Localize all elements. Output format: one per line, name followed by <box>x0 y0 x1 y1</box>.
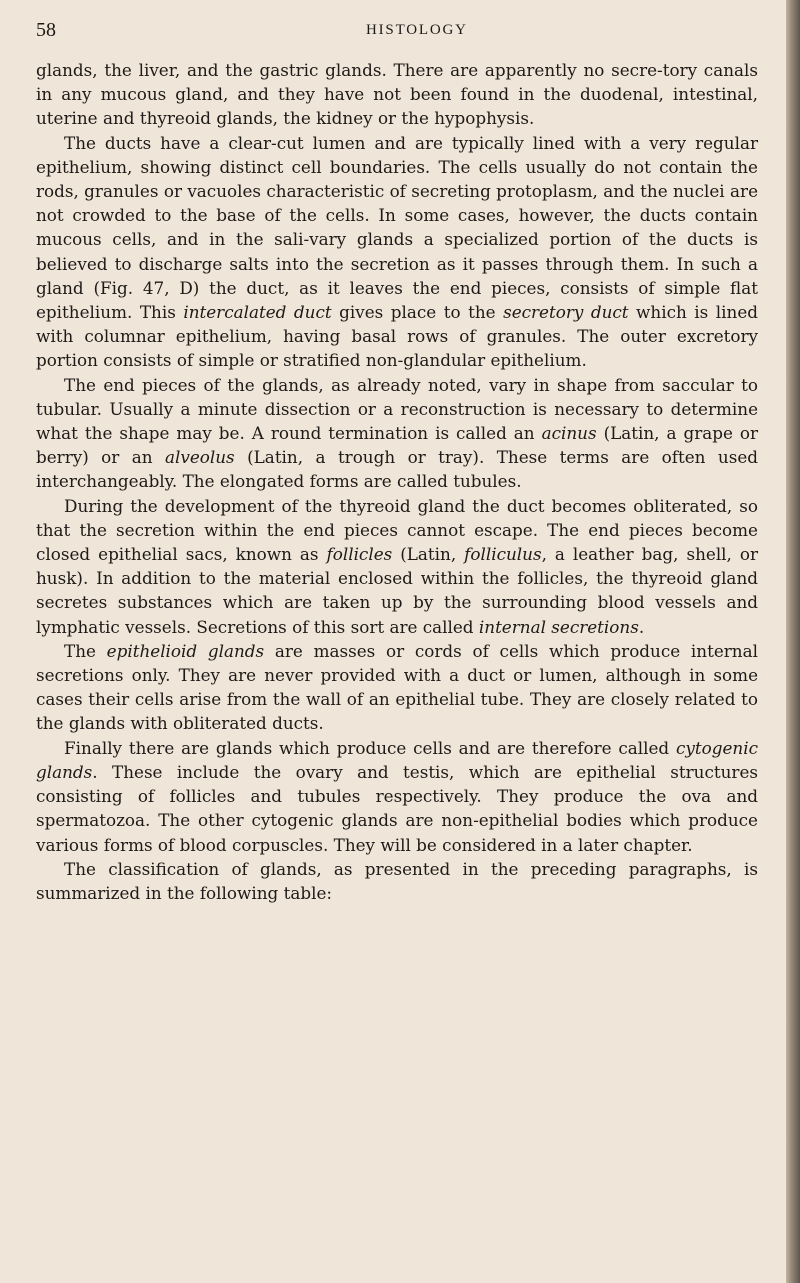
body-text <box>36 58 758 905</box>
paragraph-3-text-c: (Latin, a trough or tray). These terms are often used interchangeably. The elongated forms are called tubules. <box>36 447 759 492</box>
term-epithelioid-glands: epithelioid glands <box>106 640 265 661</box>
paragraph-4-text-d: . <box>638 616 645 637</box>
paragraph-4-text-b: (Latin, <box>392 544 465 565</box>
paragraph-7 <box>36 857 758 905</box>
paragraph-1-text: glands, the liver, and the gastric glands. There are apparently no secre-tory canals in any mucous gland, and they have not been found in the duodenal, intestinal, uterine and thyreoid glands, the kidney or the hypophysis. <box>36 60 758 129</box>
paragraph-2-text-a: The ducts have a clear-cut lumen and are typically lined with a very regular epithelium, showing distinct cell boundaries. The cells usually do not contain the rods, granules or vacuoles characteristic of secreting protoplasm, and the nuclei are not crowded to the base of the cells. In some cases, however, the ducts contain mucous cells, and in the sali-vary glands a specialized portion of the ducts is believed to discharge salts into the secretion as it passes through them. In such a gland (Fig. 47, D) the duct, as it leaves the end pieces, consists of simple flat epithelium. This <box>36 132 758 323</box>
paragraph-3 <box>36 373 758 494</box>
paragraph-2-text-b: gives place to the <box>331 302 504 323</box>
paragraph-7-text: The classification of glands, as presented in the preceding paragraphs, is summarized in the following table: <box>36 858 758 903</box>
paragraph-6-text-b: . These include the ovary and testis, which are epithelial structures consisting of follicles and tubules respectively. They produce the ova and spermatozoa. The other cytogenic glands are non-epithelial bodies which produce various forms of blood corpuscles. They will be considered in a later chapter. <box>36 761 758 855</box>
paragraph-3-text-b: (Latin, a grape or berry) or an <box>36 423 758 468</box>
term-follicles: follicles <box>326 544 393 565</box>
page-edge-shadow <box>786 0 800 1283</box>
paragraph-5 <box>36 639 758 736</box>
paragraph-2 <box>36 131 758 373</box>
term-secretory-duct: secretory duct <box>503 302 629 323</box>
paragraph-4-text-c: , a leather bag, shell, or husk). In addition to the material enclosed within the follicles, the thyreoid gland secretes substances which are taken up by the surrounding blood vessels and lymphatic vessels. Secretions of this sort are called <box>36 544 758 637</box>
term-folliculus: folliculus <box>464 544 542 565</box>
paragraph-4 <box>36 494 758 639</box>
term-alveolus: alveolus <box>165 447 235 468</box>
running-title: HISTOLOGY <box>366 22 468 38</box>
term-acinus: acinus <box>541 423 597 444</box>
paragraph-1 <box>36 58 758 131</box>
paragraph-6 <box>36 736 758 857</box>
paragraph-2-text-c: which is lined with columnar epithelium, having basal rows of granules. The outer excretory portion consists of simple or stratified non-glandular epithelium. <box>36 302 759 371</box>
term-internal-secretions: internal secretions <box>478 616 639 637</box>
paragraph-5-text-a: The <box>64 640 107 661</box>
paragraph-3-text-a: The end pieces of the glands, as already noted, vary in shape from saccular to tubular. Usually a minute dissection or a reconstruction is necessary to determine what the shape may be. A round termination is called an <box>36 374 758 444</box>
paragraph-4-text-a: During the development of the thyreoid gland the duct becomes obliterated, so that the secretion within the end pieces cannot escape. The end pieces become closed epithelial sacs, known as <box>36 495 758 565</box>
term-intercalated-duct: intercalated duct <box>183 302 332 323</box>
paragraph-5-text-b: are masses or cords of cells which produce internal secretions only. They are never provided with a duct or lumen, although in some cases their cells arise from the wall of an epithelial tube. They are closely related to the glands with obliterated ducts. <box>36 640 758 734</box>
page-number: 58 <box>36 19 56 41</box>
running-head <box>36 20 756 50</box>
term-cytogenic-glands: cytogenic glands <box>36 737 758 782</box>
paragraph-6-text-a: Finally there are glands which produce cells and are therefore called <box>64 737 677 758</box>
